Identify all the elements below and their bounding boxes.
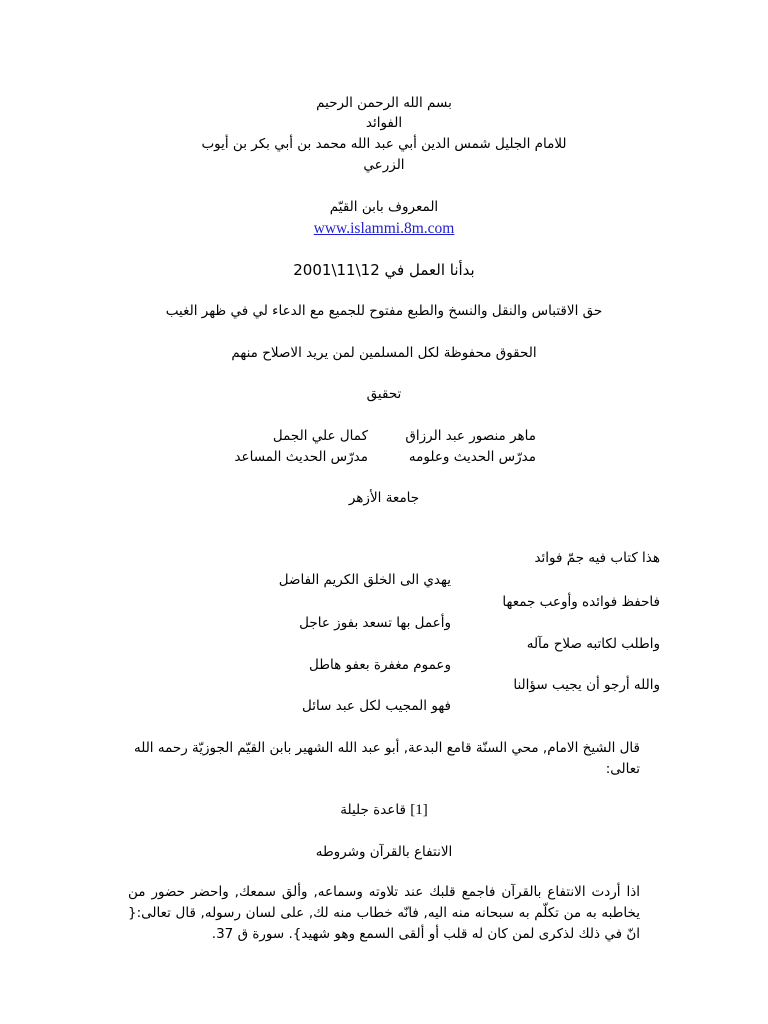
poem-verse-2-right: فاحفظ فوائده وأوعب جمعها (502, 594, 660, 610)
editor-1-title: مدرّس الحديث وعلومه (408, 449, 536, 465)
website-container (0, 219, 768, 239)
poem-verse-1-right: هذا كتاب فيه جمّ فوائد (534, 550, 660, 566)
editor-1-name: ماهر منصور عبد الرزاق (405, 428, 536, 444)
university: جامعة الأزهر (348, 490, 420, 506)
basmala: بسم الله الرحمن الرحيم (316, 95, 452, 111)
editor-2-name: كمال علي الجمل (272, 428, 368, 444)
section-subtitle: الانتفاع بالقرآن وشروطه (315, 844, 453, 860)
poem-verse-3-right: واطلب لكاتبه صلاح مآله (526, 636, 660, 652)
poem-verse-1-left: يهدي الى الخلق الكريم الفاضل (278, 572, 451, 588)
author-line: للامام الجليل شمس الدين أبي عبد الله محمد بن أبي بكر بن أيوب (201, 136, 567, 152)
editors-heading: تحقيق (366, 386, 402, 402)
section-heading (0, 800, 768, 820)
body-paragraph: اذا أردت الانتفاع بالقرآن فاجمع قلبك عند تلاوته وسماعه, وألق سمعك, واحضر حضور من يخاطبه به من تكلّم به سبحانه منه اليه, فانّه خطاب منه لك, على لسان رسوله, قال تعالى:{ انّ في ذلك لذكرى لمن كان له قلب أو ألقى السمع وهو شهيد}. سورة ق 37. (128, 884, 640, 942)
editor-2-title: مدرّس الحديث المساعد (234, 449, 368, 465)
author-nisba: الزرعي (363, 157, 405, 173)
website-link[interactable]: www.islammi.8m.com (313, 220, 455, 237)
known-as: المعروف بابن القيّم (329, 199, 439, 215)
intro-line-1: قال الشيخ الامام, محي السنّة قامع البدعة, أبو عبد الله الشهير بابن القيّم الجوزيّة رحمه الله (133, 740, 640, 756)
intro-line-2: تعالى: (605, 761, 640, 777)
poem-verse-3-left: وعموم مغفرة بعفو هاطل (309, 657, 451, 673)
poem-verse-4-right: والله أرجو أن يجيب سؤالنا (513, 677, 660, 693)
book-title: الفوائد (365, 115, 403, 131)
start-date: بدأنا العمل في 12\11\2001 (293, 261, 475, 279)
section-title: قاعدة جليلة (340, 802, 406, 818)
section-number: [1] (410, 802, 428, 818)
poem-verse-4-left: فهو المجيب لكل عبد سائل (302, 698, 451, 714)
rights-notice: الحقوق محفوظة لكل المسلمين لمن يريد الاصلاح منهم (231, 345, 537, 361)
permission-notice: حق الاقتباس والنقل والنسخ والطبع مفتوح للجميع مع الدعاء لي في ظهر الغيب (165, 303, 603, 319)
poem-verse-2-left: وأعمل بها تسعد بفوز عاجل (299, 615, 451, 631)
